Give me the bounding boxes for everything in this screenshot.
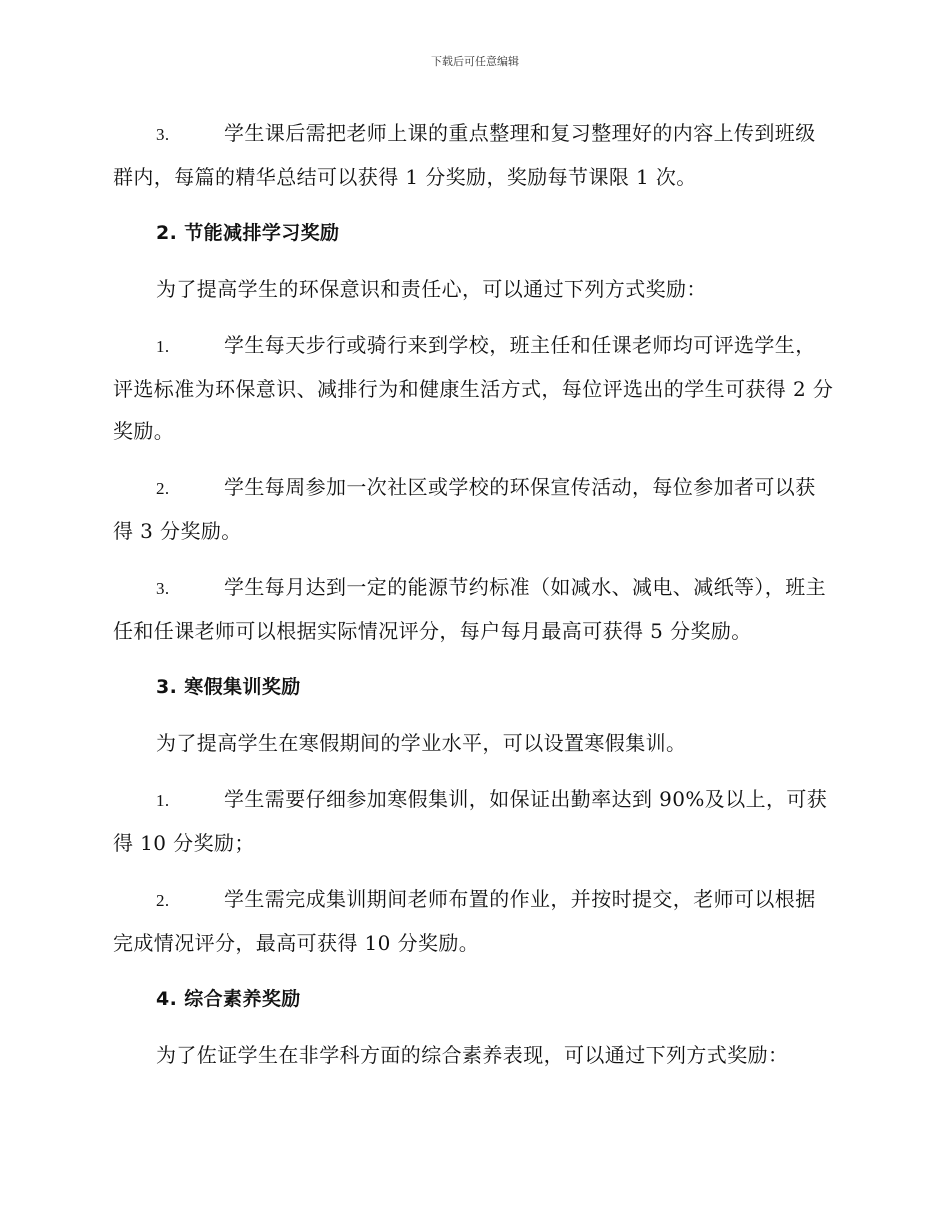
- list-item-text: 学生每月达到一定的能源节约标准（如减水、减电、减纸等），班主任和任课老师可以根据实际情况评分，每户每月最高可获得 5 分奖励。: [113, 575, 826, 643]
- list-item: [113, 566, 835, 652]
- list-item-number: 3.: [156, 579, 170, 598]
- list-item-text: 学生每天步行或骑行来到学校，班主任和任课老师均可评选学生，评选标准为环保意识、减排行为和健康生活方式，每位评选出的学生可获得 2 分奖励。: [113, 333, 834, 443]
- list-item: [113, 466, 835, 552]
- page-header: 下载后可任意编辑: [431, 55, 519, 68]
- list-item-number: 1.: [156, 791, 170, 810]
- document-body: [113, 112, 835, 1090]
- list-item-number: 3.: [156, 125, 170, 144]
- list-item: [113, 878, 835, 964]
- list-item-number: 2.: [156, 891, 170, 910]
- list-item-text: 学生需完成集训期间老师布置的作业，并按时提交，老师可以根据完成情况评分，最高可获得 10 分奖励。: [113, 887, 816, 955]
- list-item-number: 1.: [156, 337, 170, 356]
- section-heading: 3. 寒假集训奖励: [156, 676, 301, 698]
- paragraph: 为了提高学生在寒假期间的学业水平，可以设置寒假集训。: [156, 731, 687, 755]
- list-item-text: 学生课后需把老师上课的重点整理和复习整理好的内容上传到班级群内，每篇的精华总结可以获得 1 分奖励，奖励每节课限 1 次。: [113, 121, 816, 189]
- list-item-text: 学生每周参加一次社区或学校的环保宣传活动，每位参加者可以获得 3 分奖励。: [113, 475, 816, 543]
- list-item: [113, 324, 835, 452]
- list-item-number: 2.: [156, 479, 170, 498]
- list-item-text: 学生需要仔细参加寒假集训，如保证出勤率达到 90%及以上，可获得 10 分奖励；: [113, 787, 828, 855]
- list-item: [113, 112, 835, 198]
- paragraph: 为了提高学生的环保意识和责任心，可以通过下列方式奖励：: [156, 277, 707, 301]
- list-item: [113, 778, 835, 864]
- paragraph: 为了佐证学生在非学科方面的综合素养表现，可以通过下列方式奖励：: [156, 1043, 789, 1067]
- section-heading: 2. 节能减排学习奖励: [156, 222, 340, 244]
- section-heading: 4. 综合素养奖励: [156, 988, 301, 1010]
